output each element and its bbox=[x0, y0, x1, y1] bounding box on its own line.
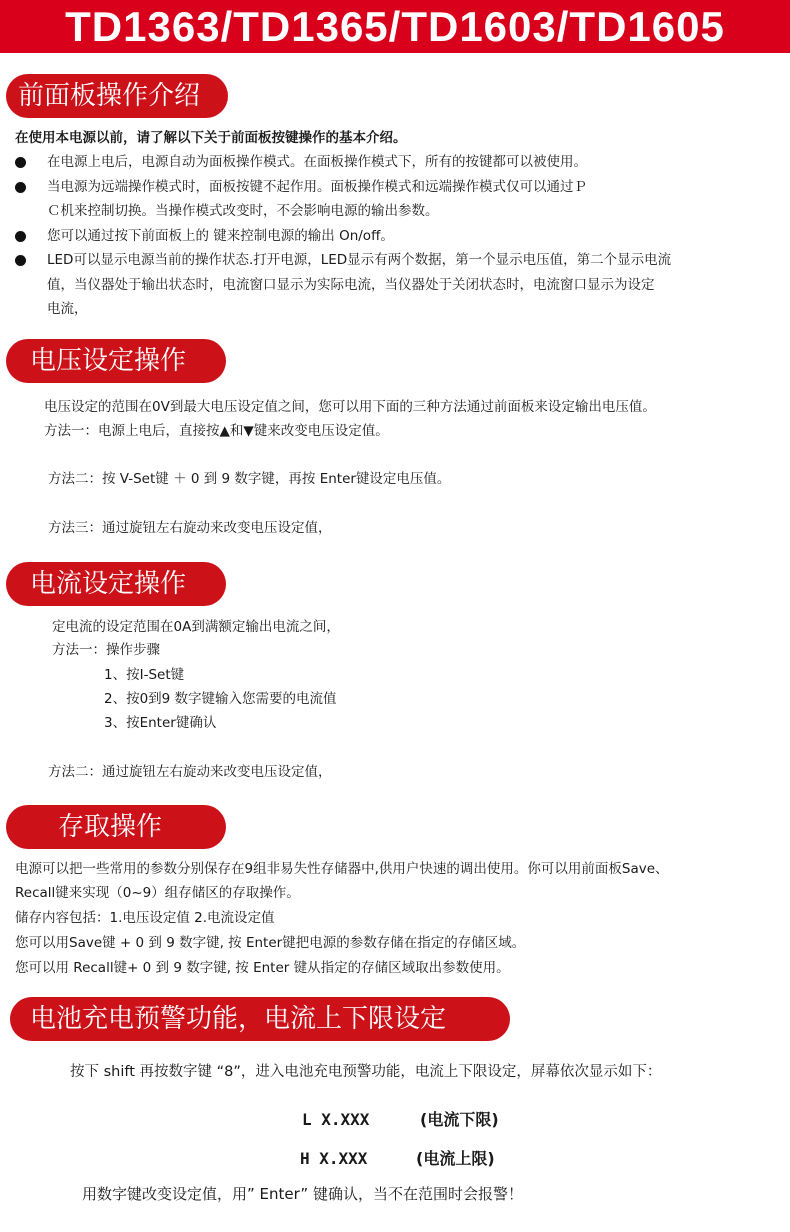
voltage-range-text: 电压设定的范围在0V到最大电压设定值之间，您可以用下面的三种方法通过前面板来设定输出电压值。 bbox=[44, 399, 656, 415]
front-panel-bullet-2-line-2: Ｃ机来控制切换。当操作模式改变时，不会影响电源的输出参数。 bbox=[47, 203, 439, 219]
bullet-icon bbox=[15, 231, 26, 242]
front-panel-bullet-4-line-2: 值，当仪器处于输出状态时，电流窗口显示为实际电流，当仪器处于关闭状态时，电流窗口显示为设定 bbox=[47, 277, 655, 293]
section-heading-voltage: 电压设定操作 bbox=[6, 339, 226, 383]
section-heading-battery: 电池充电预警功能，电流上下限设定 bbox=[10, 997, 510, 1041]
storage-line-2: Recall键来实现（0~9）组存储区的存取操作。 bbox=[15, 885, 300, 901]
low-limit-label: (电流下限) bbox=[420, 1110, 499, 1129]
current-step-2: 2、按0到9 数字键输入您需要的电流值 bbox=[104, 691, 337, 707]
front-panel-bullet-4-line-1: LED可以显示电源当前的操作状态.打开电源，LED显示有两个数据，第一个显示电压值，第二个显示电流 bbox=[47, 252, 672, 268]
current-range-text: 定电流的设定范围在0A到满额定输出电流之间， bbox=[52, 619, 340, 635]
front-panel-bullet-3: 您可以通过按下前面板上的 键来控制电源的输出 On/off。 bbox=[47, 228, 394, 244]
voltage-method-2: 方法二：按 V-Set键 ＋ 0 到 9 数字键，再按 Enter键设定电压值。 bbox=[48, 471, 451, 487]
section-heading-storage: 存取操作 bbox=[6, 805, 226, 849]
front-panel-intro: 在使用本电源以前，请了解以下关于前面板按键操作的基本介绍。 bbox=[15, 130, 407, 146]
page-title: TD1363/TD1365/TD1603/TD1605 bbox=[65, 2, 725, 50]
voltage-method-3: 方法三：通过旋钮左右旋动来改变电压设定值， bbox=[48, 520, 332, 536]
voltage-method-1: 方法一：电源上电后，直接按▲和▼键来改变电压设定值。 bbox=[44, 423, 389, 439]
current-method-2: 方法二：通过旋钮左右旋动来改变电压设定值， bbox=[48, 764, 332, 780]
battery-instruction: 按下 shift 再按数字键 “8”，进入电池充电预警功能，电流上下限设定，屏幕依次显示如下： bbox=[70, 1064, 662, 1080]
high-limit-label: (电流上限) bbox=[416, 1149, 495, 1168]
current-method-1: 方法一：操作步骤 bbox=[52, 642, 160, 658]
bullet-icon bbox=[15, 182, 26, 193]
storage-line-3: 储存内容包括：1.电压设定值 2.电流设定值 bbox=[15, 910, 275, 926]
low-limit-display: L X.XXX bbox=[302, 1110, 370, 1129]
current-step-3: 3、按Enter键确认 bbox=[104, 715, 217, 731]
section-heading-current: 电流设定操作 bbox=[6, 562, 226, 606]
section-heading-front-panel: 前面板操作介绍 bbox=[6, 74, 228, 118]
front-panel-bullet-2-line-1: 当电源为远端操作模式时，面板按键不起作用。面板操作模式和远端操作模式仅可以通过Ｐ bbox=[47, 179, 587, 195]
storage-line-1: 电源可以把一些常用的参数分别保存在9组非易失性存储器中,供用户快速的调出使用。你可以用前面板Save、 bbox=[15, 861, 669, 877]
high-limit-display: H X.XXX bbox=[300, 1149, 368, 1168]
front-panel-bullet-4-line-3: 电流， bbox=[47, 301, 88, 317]
storage-line-5: 您可以用 Recall键+ 0 到 9 数字键, 按 Enter 键从指定的存储区域取出参数使用。 bbox=[15, 960, 510, 976]
bullet-icon bbox=[15, 255, 26, 266]
front-panel-bullet-1: 在电源上电后，电源自动为面板操作模式。在面板操作模式下，所有的按键都可以被使用。 bbox=[47, 154, 587, 170]
storage-line-4: 您可以用Save键 + 0 到 9 数字键, 按 Enter键把电源的参数存储在指定的存储区域。 bbox=[15, 935, 526, 951]
title-banner bbox=[0, 0, 790, 53]
battery-confirm-text: 用数字键改变设定值，用” Enter” 键确认，当不在范围时会报警！ bbox=[82, 1185, 523, 1203]
bullet-icon bbox=[15, 157, 26, 168]
current-step-1: 1、按I-Set键 bbox=[104, 667, 185, 683]
